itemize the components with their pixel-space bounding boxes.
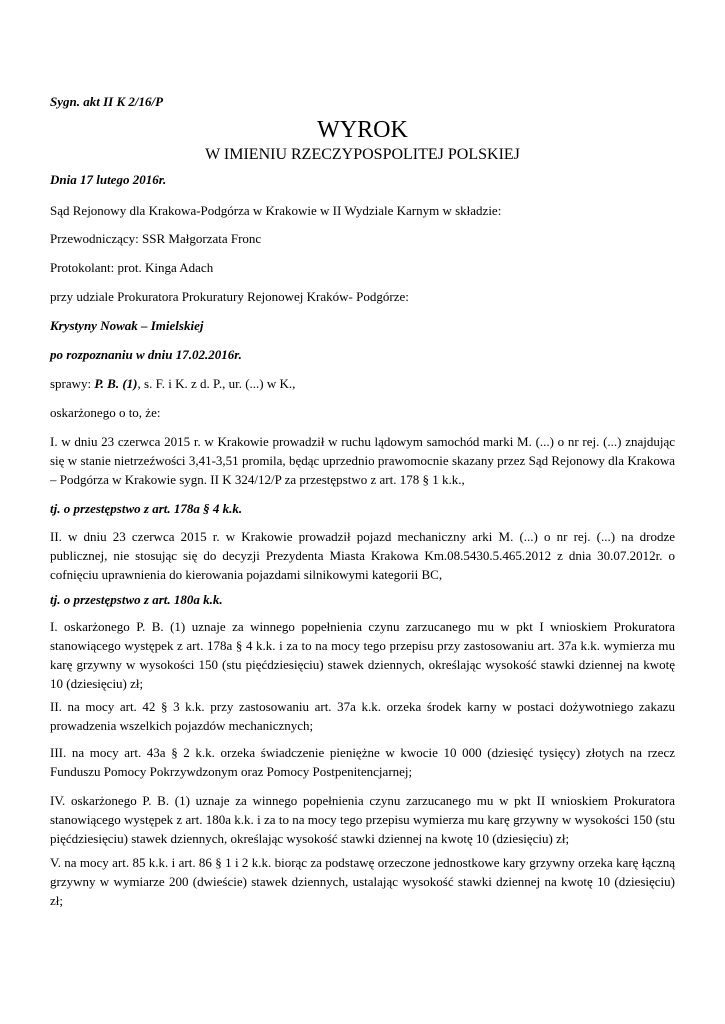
ruling-5: V. na mocy art. 85 k.k. i art. 86 § 1 i 2 k.k. biorąc za podstawę orzeczone jednostkowe kary grzywny orzeka karę łączną grzywny w wymiarze 200 (dwieście) stawek dziennych, ustalając wysokość stawki dziennej na kwotę 10 (dziesięciu) zł; — [50, 855, 675, 908]
hearing-date: po rozpoznaniu w dniu 17.02.2016r. — [50, 347, 242, 362]
prosecutor-name: Krystyny Nowak – Imielskiej — [50, 318, 204, 333]
ruling-3: III. na mocy art. 43a § 2 k.k. orzeka świadczenie pieniężne w kwocie 10 000 (dziesięć tysięcy) złotych na rzecz Funduszu Pomocy Pokrzywdzonym oraz Pomocy Postpenitencjarnej; — [50, 745, 675, 779]
prosecutor-intro: przy udziale Prokuratora Prokuratury Rejonowej Kraków- Podgórze: — [50, 289, 409, 304]
court-composition: Sąd Rejonowy dla Krakowa-Podgórza w Krakowie w II Wydziale Karnym w składzie: — [50, 203, 502, 218]
accused-intro: oskarżonego o to, że: — [50, 405, 161, 420]
charge-2: II. w dniu 23 czerwca 2015 r. w Krakowie prowadził pojazd mechaniczny arki M. (...) o nr rej. (...) na drodze publicznej, nie stosując się do decyzji Prezydenta Miasta Krakowa Km.08.5430.5.465.2012 z dnia 30.07.2012r. o cofnięciu uprawnienia do kierowania pojazdami silnikowymi kategorii BC, — [50, 529, 675, 582]
document-subtitle: W IMIENIU RZECZYPOSPOLITEJ POLSKIEJ — [205, 146, 520, 163]
charge-2-qualification: tj. o przestępstwo z art. 180a k.k. — [50, 592, 223, 607]
document-title: WYROK — [317, 117, 408, 143]
case-signature: Sygn. akt II K 2/16/P — [50, 94, 164, 109]
charge-1-qualification: tj. o przestępstwo z art. 178a § 4 k.k. — [50, 501, 243, 516]
case-prefix: sprawy: — [50, 376, 95, 391]
presiding-judge: Przewodniczący: SSR Małgorzata Fronc — [50, 231, 262, 246]
ruling-4: IV. oskarżonego P. B. (1) uznaje za winnego popełnienia czynu zarzucanego mu w pkt II wnioskiem Prokuratora stanowiącego występek z art. 180a k.k. i za to na mocy tego przepisu wymierza mu karę grzywny w wysokości 150 (stu pięćdziesięciu) stawek dziennych, określając wysokość stawki dziennej na kwotę 10 (dziesięciu) zł; — [50, 793, 675, 846]
case-line — [50, 374, 675, 393]
ruling-2: II. na mocy art. 42 § 3 k.k. przy zastosowaniu art. 37a k.k. orzeka środek karny w postaci dożywotniego zakazu prowadzenia wszelkich pojazdów mechanicznych; — [50, 699, 675, 733]
ruling-1: I. oskarżonego P. B. (1) uznaje za winnego popełnienia czynu zarzucanego mu w pkt I wnioskiem Prokuratora stanowiącego występek z art. 178a § 4 k.k. i za to na mocy tego przepisu przy zastosowaniu art. 37a k.k. wymierza mu karę grzywny w wysokości 150 (stu pięćdziesięciu) stawek dziennych, określając wysokość stawki dziennej na kwotę 10 (dziesięciu) zł; — [50, 619, 675, 691]
case-suffix: , s. F. i K. z d. P., ur. (...) w K., — [137, 376, 296, 391]
case-party: P. B. (1) — [94, 376, 138, 391]
judgment-date: Dnia 17 lutego 2016r. — [50, 172, 167, 187]
charge-1: I. w dniu 23 czerwca 2015 r. w Krakowie prowadził w ruchu lądowym samochód marki M. (...) o nr rej. (...) znajdując się w stanie nietrzeźwości 3,41-3,51 promila, będąc uprzednio prawomocnie skazany przez Sąd Rejonowy dla Krakowa – Podgórza w Krakowie sygn. II K 324/12/P za przestępstwo z art. 178 § 1 k.k., — [50, 434, 675, 487]
court-clerk: Protokolant: prot. Kinga Adach — [50, 260, 214, 275]
